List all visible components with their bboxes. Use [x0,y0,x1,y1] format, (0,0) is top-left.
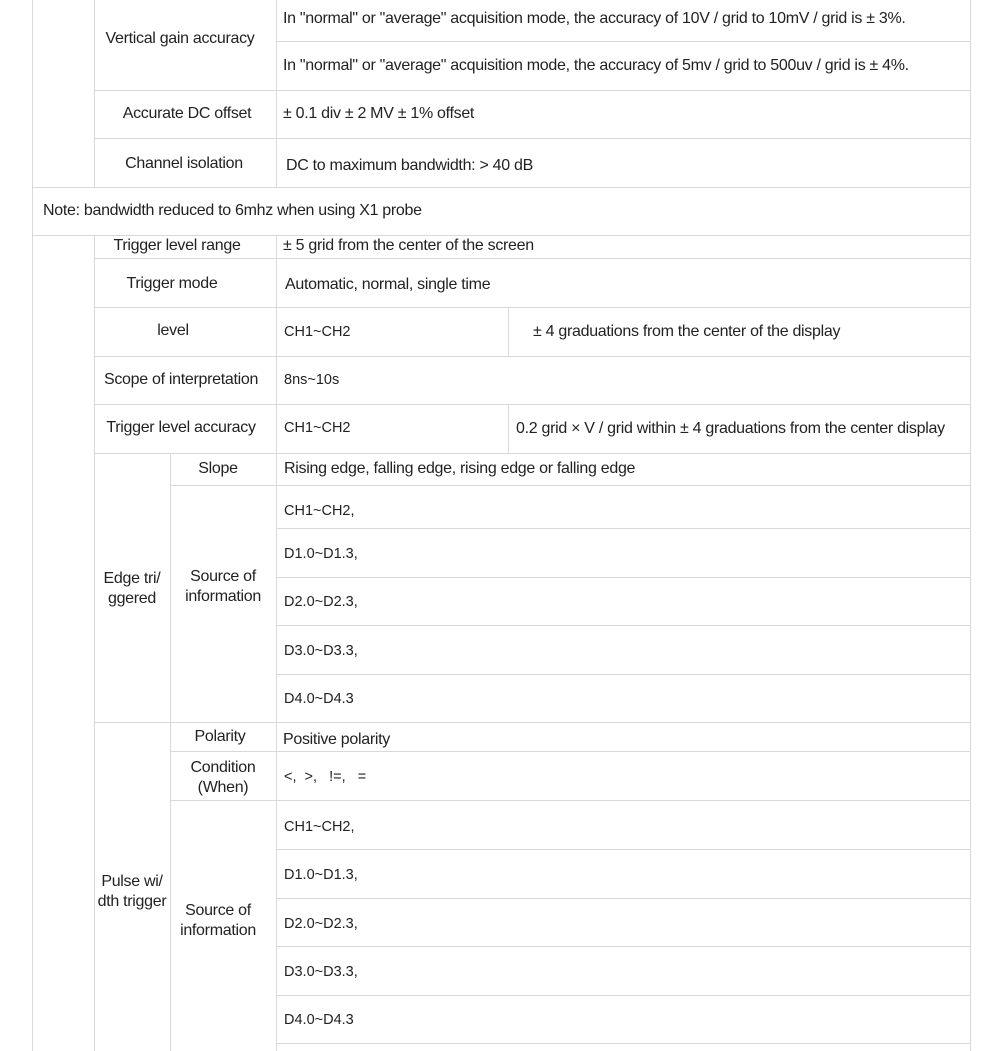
edge-source-item: CH1~CH2, [284,503,355,519]
condition-label-line1: Condition [190,759,256,776]
row-divider [276,849,971,850]
slope-label: Slope [198,460,238,477]
trigger-level-accuracy-value: 0.2 grid × V / grid within ± 4 graduations from the center display [516,420,945,437]
condition-label [170,758,276,798]
trigger-level-range-label: Trigger level range [113,237,241,254]
row-divider [276,674,971,675]
pulse-width-trigger-label-line1: Pulse wi/ [101,873,163,890]
trigger-mode-label: Trigger mode [126,275,218,292]
row-divider [94,138,971,139]
col-divider-value [276,0,277,187]
vertical-gain-accuracy-value-1: In "normal" or "average" acquisition mode, the accuracy of 10V / grid to 10mV / grid is ± 3%. [283,10,906,27]
pulse-width-trigger-label [94,872,170,912]
level-label: level [157,322,189,339]
channel-isolation-label: Channel isolation [125,155,243,172]
level-value: ± 4 graduations from the center of the display [533,323,841,340]
row-divider [32,187,971,188]
col-divider-label [94,0,95,187]
pulse-source-label-line1: Source of [185,902,251,919]
col-divider-sublabel [170,453,171,1051]
pulse-source-item: CH1~CH2, [284,819,355,835]
dc-offset-value: ± 0.1 div ± 2 MV ± 1% offset [283,105,475,122]
row-divider [94,404,971,405]
edge-source-item: D1.0~D1.3, [284,546,358,562]
trigger-mode-value: Automatic, normal, single time [285,276,491,293]
bandwidth-note: Note: bandwidth reduced to 6mhz when using X1 probe [43,202,422,219]
row-divider [276,898,971,899]
pulse-width-trigger-label-line2: dth trigger [97,893,167,910]
table-border-left [32,0,33,1051]
edge-source-label [170,567,276,607]
pulse-source-item: D4.0~D4.3 [284,1012,354,1028]
row-divider [276,946,971,947]
row-divider [94,307,971,308]
edge-triggered-label-line1: Edge tri/ [103,570,161,587]
col-divider-label [94,235,95,1051]
level-channel: CH1~CH2 [284,324,351,340]
table-border-right [970,0,971,1051]
row-divider [276,995,971,996]
row-divider [276,1043,971,1044]
row-divider [94,90,971,91]
row-divider [94,258,971,259]
row-divider [170,800,971,801]
col-divider-channel [508,404,509,453]
edge-triggered-label-line2: ggered [107,590,157,607]
polarity-label: Polarity [194,728,246,745]
col-divider-channel [508,307,509,356]
row-divider [94,453,971,454]
trigger-level-range-value: ± 5 grid from the center of the screen [283,237,534,254]
edge-source-label-line2: information [185,588,261,605]
edge-triggered-label [94,569,170,609]
row-divider [276,625,971,626]
edge-source-item: D2.0~D2.3, [284,594,358,610]
channel-isolation-value: DC to maximum bandwidth: > 40 dB [286,157,533,174]
condition-value: <, >, !=, = [284,769,367,785]
pulse-source-item: D1.0~D1.3, [284,867,358,883]
vertical-gain-accuracy-label: Vertical gain accuracy [105,30,255,47]
edge-source-label-line1: Source of [190,568,256,585]
interpretation-label: Scope of interpretation [103,371,259,388]
interpretation-value: 8ns~10s [284,372,340,388]
pulse-source-label [170,901,266,941]
edge-source-item: D3.0~D3.3, [284,643,358,659]
slope-value: Rising edge, falling edge, rising edge or falling edge [284,460,636,477]
dc-offset-label: Accurate DC offset [122,105,252,122]
row-divider [94,722,971,723]
col-divider-value [276,235,277,1051]
polarity-value: Positive polarity [283,731,390,748]
row-divider [170,751,971,752]
row-divider [276,577,971,578]
pulse-source-item: D3.0~D3.3, [284,964,358,980]
pulse-source-item: D2.0~D2.3, [284,916,358,932]
row-divider [170,485,971,486]
trigger-level-accuracy-label: Trigger level accuracy [106,419,256,436]
condition-label-line2: (When) [197,779,249,796]
pulse-source-label-line2: information [180,922,256,939]
row-divider [276,528,971,529]
vertical-gain-accuracy-value-2: In "normal" or "average" acquisition mode, the accuracy of 5mv / grid to 500uv / grid is ± 4%. [283,57,909,74]
row-divider [276,41,971,42]
row-divider [94,356,971,357]
edge-source-item: D4.0~D4.3 [284,691,354,707]
trigger-level-accuracy-channel: CH1~CH2 [284,420,351,436]
